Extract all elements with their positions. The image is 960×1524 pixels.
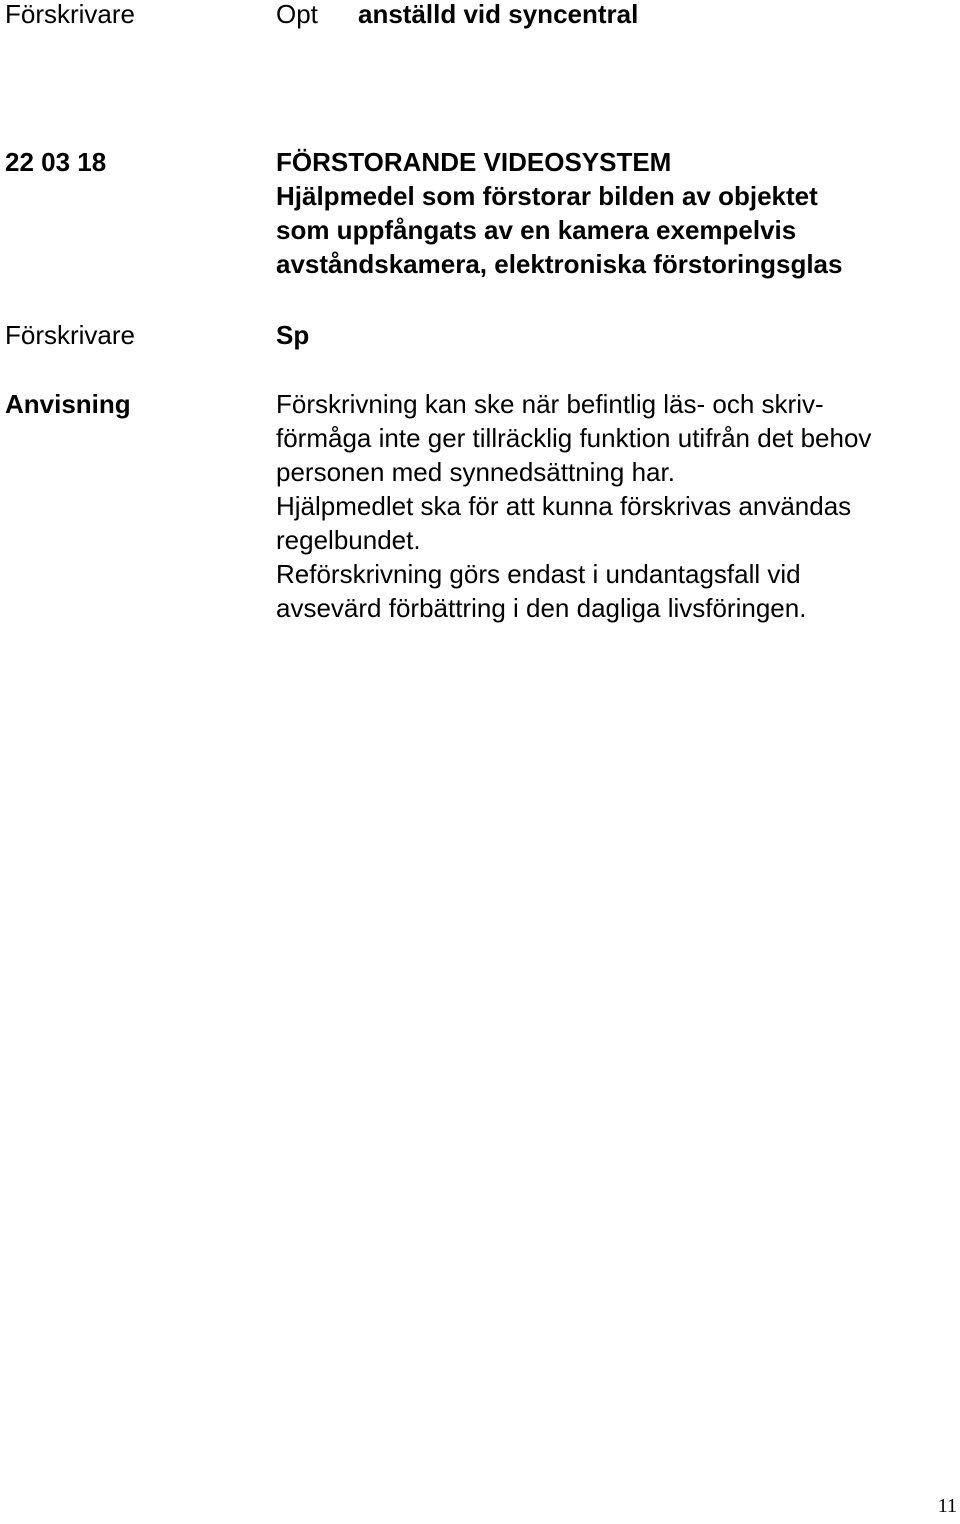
header-opt-label: Opt xyxy=(276,0,318,29)
prescriber-value: Sp xyxy=(276,320,310,350)
guidance-line: Reförskrivning görs endast i undantagsfall vid xyxy=(276,559,801,589)
prescriber-label: Förskrivare xyxy=(5,320,136,350)
entry-description-line: Hjälpmedel som förstorar bilden av objektet xyxy=(276,181,818,211)
guidance-line: regelbundet. xyxy=(276,525,421,555)
entry-code: 22 03 18 xyxy=(5,147,107,177)
entry-description-line: som uppfångats av en kamera exempelvis xyxy=(276,215,797,245)
guidance-label: Anvisning xyxy=(5,389,131,419)
guidance-line: avsevärd förbättring i den dagliga livsföringen. xyxy=(276,593,807,623)
guidance-line: Hjälpmedlet ska för att kunna förskrivas användas xyxy=(276,491,852,521)
guidance-line: Förskrivning kan ske när befintlig läs- och skriv- xyxy=(276,389,824,419)
guidance-line: personen med synnedsättning har. xyxy=(276,457,675,487)
page-number: 11 xyxy=(937,1495,957,1517)
guidance-line: förmåga inte ger tillräcklig funktion utifrån det behov xyxy=(276,423,872,453)
header-role-label: Förskrivare xyxy=(5,0,136,29)
entry-title: FÖRSTORANDE VIDEOSYSTEM xyxy=(276,147,672,177)
entry-description-line: avståndskamera, elektroniska förstoringsglas xyxy=(276,249,843,279)
entry-title-block xyxy=(276,145,842,281)
header-employer: anställd vid syncentral xyxy=(358,0,639,29)
guidance-text xyxy=(276,387,871,625)
